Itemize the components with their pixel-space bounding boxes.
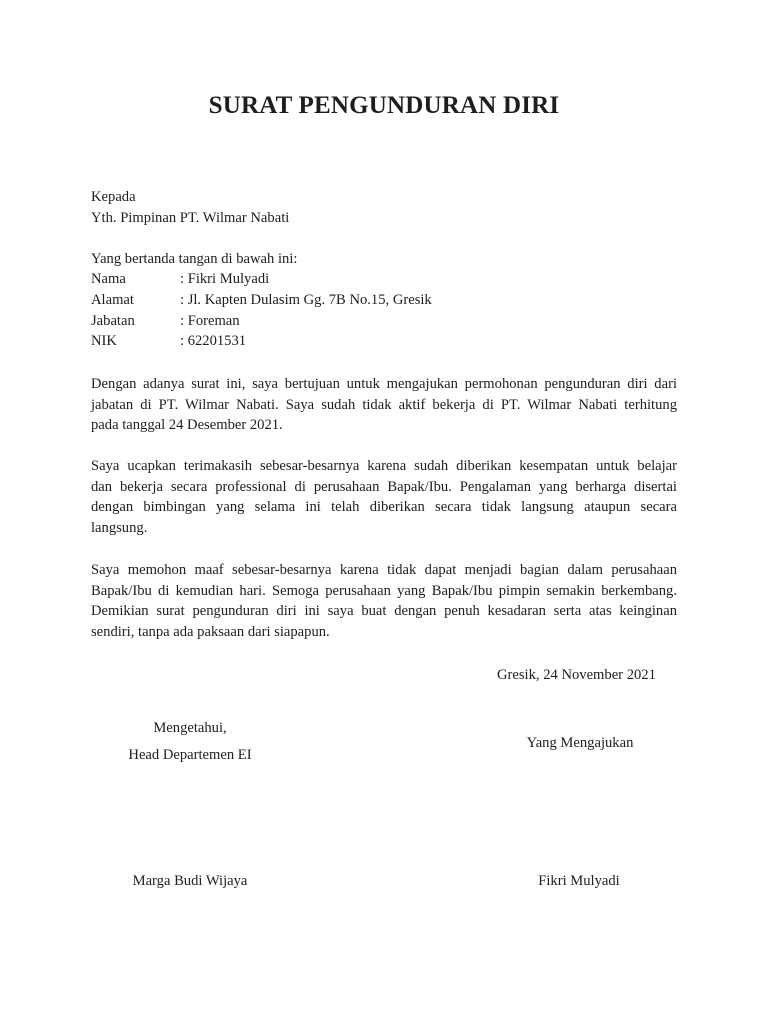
paragraph-2-line: langsung. bbox=[91, 519, 148, 536]
left-signature-line-1: Mengetahui, bbox=[153, 720, 227, 736]
recipient-line-2: Yth. Pimpinan PT. Wilmar Nabati bbox=[91, 210, 290, 226]
recipient-line-1: Kepada bbox=[91, 189, 136, 205]
paragraph-3-line: Bapak/Ibu di kemudian hari. Semoga perusahaan yang Bapak/Ibu pimpin semakin berkembang. bbox=[91, 582, 677, 599]
left-signatory-name: Marga Budi Wijaya bbox=[132, 873, 248, 889]
field-label-alamat: Alamat bbox=[91, 292, 134, 308]
paragraph-3 bbox=[91, 560, 677, 642]
field-value-nik: : 62201531 bbox=[180, 333, 247, 349]
field-label-nama: Nama bbox=[91, 271, 126, 287]
paragraph-1-line: pada tanggal 24 Desember 2021. bbox=[91, 417, 283, 434]
intro-line: Yang bertanda tangan di bawah ini: bbox=[91, 251, 298, 267]
paragraph-3-line: Saya memohon maaf sebesar-besarnya karena tidak dapat menjadi bagian dalam perusahaan bbox=[91, 562, 677, 578]
right-signatory-name: Fikri Mulyadi bbox=[538, 873, 620, 889]
paragraph-2-line: Saya ucapkan terimakasih sebesar-besarnya karena sudah diberikan kesempatan untuk belajar bbox=[91, 458, 677, 474]
paragraph-3-line: sendiri, tanpa ada paksaan dari siapapun. bbox=[91, 623, 330, 640]
paragraph-2-line: dan bekerja secara professional di perusahaan Bapak/Ibu. Pengalaman yang berharga disertai bbox=[91, 478, 677, 495]
paragraph-2-line: dengan bimbingan yang selama ini telah diberikan secara tidak langsung ataupun secara bbox=[91, 499, 677, 516]
field-value-jabatan: : Foreman bbox=[180, 313, 240, 329]
field-value-alamat: : Jl. Kapten Dulasim Gg. 7B No.15, Gresik bbox=[180, 292, 432, 308]
letter-title: SURAT PENGUNDURAN DIRI bbox=[208, 92, 560, 119]
field-label-nik: NIK bbox=[91, 333, 117, 349]
paragraph-1 bbox=[91, 374, 677, 436]
paragraph-3-line: Demikian surat pengunduran diri ini saya buat dengan penuh kesadaran serta atas keinginan bbox=[91, 603, 677, 620]
right-signature-line-1: Yang Mengajukan bbox=[526, 735, 634, 751]
paragraph-2 bbox=[91, 456, 677, 538]
field-value-nama: : Fikri Mulyadi bbox=[180, 271, 270, 287]
field-label-jabatan: Jabatan bbox=[91, 313, 135, 329]
paragraph-1-line: Dengan adanya surat ini, saya bertujuan untuk mengajukan permohonan pengunduran diri dari bbox=[91, 376, 677, 392]
left-signature-line-2: Head Departemen EI bbox=[128, 747, 252, 763]
paragraph-1-line: jabatan di PT. Wilmar Nabati. Saya sudah tidak aktif bekerja di PT. Wilmar Nabati terhitung bbox=[91, 396, 677, 413]
place-date: Gresik, 24 November 2021 bbox=[497, 667, 656, 683]
